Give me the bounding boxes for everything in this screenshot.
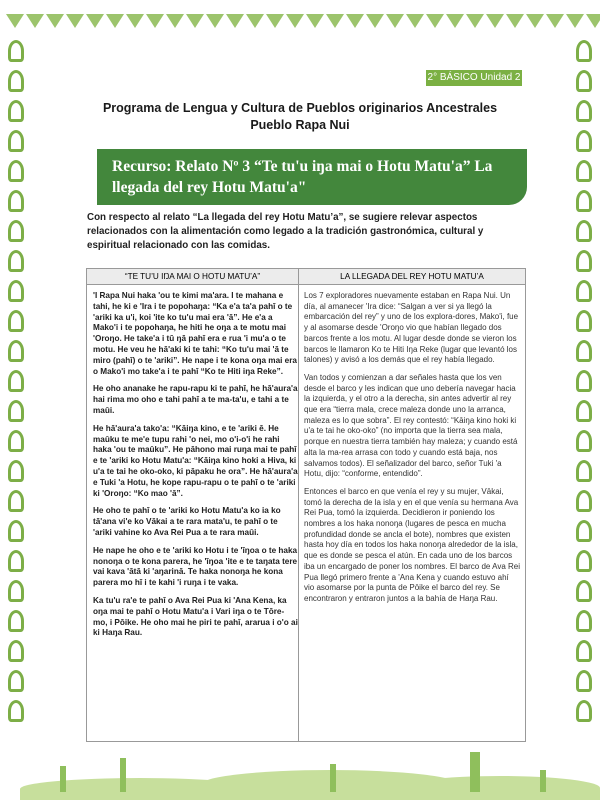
border-triangle-icon xyxy=(226,14,244,28)
border-glyph-icon xyxy=(576,490,592,512)
border-glyph-icon xyxy=(576,190,592,212)
border-glyph-icon xyxy=(8,100,24,122)
border-triangle-icon xyxy=(566,14,584,28)
moai-figure-icon xyxy=(120,758,126,792)
border-glyph-icon xyxy=(8,70,24,92)
border-glyph-icon xyxy=(8,670,24,692)
rapa-nui-paragraph: He nape he oho e te 'ariki ko Hotu i te 'īŋoa o te haka nonoŋa o te kona parera, he 'īŋoa 'ite e te taŋata tere vai kava 'ātā ki 'aŋarinā. Te haka nonoŋa he kona parera mo hī i te kahi 'i ruŋa i te vaka. xyxy=(93,545,298,588)
border-glyph-icon xyxy=(576,160,592,182)
border-triangle-icon xyxy=(306,14,324,28)
border-glyph-icon xyxy=(576,340,592,362)
border-glyph-icon xyxy=(576,220,592,242)
top-decorative-band xyxy=(0,0,600,36)
border-glyph-icon xyxy=(8,520,24,542)
border-triangle-icon xyxy=(46,14,64,28)
border-glyph-icon xyxy=(8,220,24,242)
border-glyph-icon xyxy=(8,40,24,62)
border-triangle-icon xyxy=(166,14,184,28)
border-glyph-icon xyxy=(8,250,24,272)
border-glyph-icon xyxy=(8,310,24,332)
border-triangle-icon xyxy=(366,14,384,28)
rapa-nui-text-column xyxy=(93,291,298,646)
column-divider xyxy=(298,269,299,741)
moai-figure-icon xyxy=(60,766,66,792)
border-triangle-icon xyxy=(346,14,364,28)
border-glyph-icon xyxy=(8,490,24,512)
border-glyph-icon xyxy=(576,520,592,542)
grade-unit-badge: 2° BÁSICO Unidad 2 xyxy=(426,70,522,86)
border-glyph-icon xyxy=(8,190,24,212)
border-triangle-icon xyxy=(106,14,124,28)
border-triangle-icon xyxy=(446,14,464,28)
border-triangle-icon xyxy=(6,14,24,28)
border-glyph-icon xyxy=(576,280,592,302)
program-header xyxy=(60,100,540,134)
border-triangle-icon xyxy=(466,14,484,28)
border-triangle-icon xyxy=(506,14,524,28)
people-title: Pueblo Rapa Nui xyxy=(250,118,350,132)
border-glyph-icon xyxy=(8,340,24,362)
border-glyph-icon xyxy=(576,550,592,572)
border-glyph-icon xyxy=(576,310,592,332)
border-glyph-icon xyxy=(8,700,24,722)
border-glyph-icon xyxy=(576,400,592,422)
landscape-silhouette-icon xyxy=(0,738,600,800)
border-glyph-icon xyxy=(576,40,592,62)
border-glyph-icon xyxy=(8,400,24,422)
bilingual-story-table xyxy=(86,268,526,742)
border-triangle-icon xyxy=(26,14,44,28)
border-triangle-icon xyxy=(426,14,444,28)
border-glyph-icon xyxy=(576,670,592,692)
hill-shape xyxy=(400,776,600,800)
border-triangle-icon xyxy=(66,14,84,28)
border-glyph-icon xyxy=(8,610,24,632)
border-triangle-icon xyxy=(186,14,204,28)
border-glyph-icon xyxy=(576,700,592,722)
rapa-nui-paragraph: 'I Rapa Nui haka 'ou te kimi ma'ara. I te mahana e tahi, he ki e 'Ira i te popohaŋa: “Ka e'a ta'a pahī o te 'ariki ka u'i, koi 'ite ko tu'u mai era 'ā”. He e'a a Mako'i i te popohaŋa, he hiti he oŋa a te motu mai 'Oroŋo. He take'a i tū ŋā pahī era e rua 'i mu'a o te motu. He veu he hā'aki ki te tahi: “Ko tu'u mai 'ā te miro (pahī) o te 'ariki”. He nape i te kona oŋa mai era o Mako'i mo take'a i te pahī “Ko te Hiti iŋa Reke”. xyxy=(93,291,297,376)
border-glyph-icon xyxy=(576,70,592,92)
border-triangle-icon xyxy=(286,14,304,28)
border-glyph-icon xyxy=(8,430,24,452)
left-column-header: “TE TU’U IŊA MAI O HOTU MATU’A” xyxy=(87,269,298,285)
palm-tree-icon xyxy=(470,752,480,792)
resource-title: Recurso: Relato Nº 3 “Te tu'u iŋa mai o Hotu Matu'a” La llegada del rey Hotu Matu'a" xyxy=(112,158,493,196)
intro-paragraph: Con respecto al relato “La llegada del rey Hotu Matu’a”, se sugiere relevar aspectos relacionados con la alimentación como legado a la tradición gastronómica, cultural y espiritual relacionado con las comidas. xyxy=(87,212,484,251)
border-triangle-icon xyxy=(266,14,284,28)
border-triangle-icon xyxy=(406,14,424,28)
border-triangle-icon xyxy=(246,14,264,28)
border-triangle-icon xyxy=(86,14,104,28)
spanish-paragraph: Los 7 exploradores nuevamente estaban en Rapa Nui. Un día, al amanecer 'Ira dice: “Salgan a ver si ya llegó la embarcación del rey” y uno de los explora-dores, Mako'i, fue y al asomarse desde 'Oroŋo vio que habían llegado dos barcos frente a los motu. Al lugar desde donde se vieron los barcos le llamaron Ko te Hiti Iŋa Reke (lugar que levantó los talones) y avisó a los demás que el rey había llegado. xyxy=(304,291,519,365)
border-glyph-icon xyxy=(576,100,592,122)
border-glyph-icon xyxy=(8,550,24,572)
border-glyph-icon xyxy=(576,610,592,632)
border-glyph-icon xyxy=(576,640,592,662)
border-triangle-icon xyxy=(126,14,144,28)
rapa-nui-paragraph: He oho te pahī o te 'ariki ko Hotu Matu'a ko ia ko tā'ana vi'e ko Vākai a te rara mata'u, te pahī o te 'ariki vahine ko Ava Rei Pua a te rara maûi. xyxy=(93,506,281,537)
border-glyph-icon xyxy=(8,580,24,602)
rapa-nui-paragraph: Ka tu'u ra'e te pahī o Ava Rei Pua ki 'Ana Kena, ka oŋa mai te pahī o Hotu Matu'a i Vari iŋa o te Tōre-mo, i Pōike. He oho mai he piri te pahī, ararua i o'o ai ki Haŋa Rau. xyxy=(93,595,298,638)
right-column-header: LA LLEGADA DEL REY HOTU MATU’A xyxy=(299,269,525,285)
border-glyph-icon xyxy=(8,280,24,302)
spanish-text-column xyxy=(304,291,521,612)
right-border-pattern-icon xyxy=(572,40,596,720)
left-border-pattern-icon xyxy=(4,40,28,720)
spanish-paragraph: Van todos y comienzan a dar señales hasta que los ven desde el barco y les indican que uno debería navegar hacia la izquierda, y el otro a la derecha, sin antes advertir al rey que era “tierra mala, crece maleza donde uno la arranca, maleza es lo que sobra”. El rey contestó: “Kāiŋa kino hoki ki u'a te tai he oko-oko” (no importa que la tierra sea mala, porque en nuestra tierra también hay maleza; y cuando está alta la ma-rea arrasa con todo y cuando está baja, nos salvamos todos). El señalizador del barco, señor Tuki 'a Hotu, dijo: “conforme, entendido”. xyxy=(304,372,518,479)
spanish-paragraph: Entonces el barco en que venía el rey y su mujer, Vākai, tomó la derecha de la isla y en el que venía su hermana Ava Rei Pua, tomó la izquierda. Decidieron ir poniendo los nombres a los haka nonoŋa (lugares de pesca en mucha profundidad donde se ancla el bote), nombres que existen hasta hoy día en todos los haka nonoŋa alrededor de la isla, que es donde se pesca el atún. En cada uno de los barcos iba un encargado de poner los nombres. El barco de Ava Rei Pua llegó primero frente a 'Ana Kena y cuando estuvo ahí vio asomarse por la punta de Pōike el barco del rey. Se encontraron y entraron juntos a la bahía de Haŋa Rau. xyxy=(304,486,520,603)
border-glyph-icon xyxy=(576,580,592,602)
rapa-nui-paragraph: He oho ananake he rapu-rapu ki te pahī, he hā'aura'a hai rima mo oho e tahi pahī a te ma-ta'u, e tahi a te maûi. xyxy=(93,384,298,415)
border-glyph-icon xyxy=(576,250,592,272)
border-glyph-icon xyxy=(8,640,24,662)
border-glyph-icon xyxy=(8,160,24,182)
border-glyph-icon xyxy=(576,460,592,482)
palm-tree-icon xyxy=(330,764,336,792)
program-title: Programa de Lengua y Cultura de Pueblos originarios Ancestrales xyxy=(102,101,498,115)
border-triangle-icon xyxy=(386,14,404,28)
border-triangle-icon xyxy=(206,14,224,28)
border-triangle-icon xyxy=(146,14,164,28)
border-glyph-icon xyxy=(576,130,592,152)
border-glyph-icon xyxy=(576,430,592,452)
border-triangle-icon xyxy=(546,14,564,28)
border-triangle-icon xyxy=(486,14,504,28)
border-glyph-icon xyxy=(8,130,24,152)
moai-figure-icon xyxy=(540,770,546,792)
border-triangle-icon xyxy=(526,14,544,28)
rapa-nui-paragraph: He hā'aura'a tako'a: “Kāiŋa kino, e te 'ariki ē. He maûku te me'e tupu rahi 'o nei, mo o'i-o'i he rahi haka 'ou te maûku”. He pāhono mai ruŋa mai te pahī e te 'ariki ko Hotu Matu'a: “Kāiŋa kino hoki a Hiva, ki u'a te tai he oko-oko, ki pāpaku he ora”. He hā'aura'a e Tuki 'a Hotu, he kope rapu-rapu o te pahī o te 'ariki ki 'Oroŋo: “Ko mao 'ā”. xyxy=(93,423,298,498)
border-glyph-icon xyxy=(576,370,592,392)
border-triangle-icon xyxy=(586,14,600,28)
border-glyph-icon xyxy=(8,460,24,482)
border-glyph-icon xyxy=(8,370,24,392)
border-triangle-icon xyxy=(326,14,344,28)
